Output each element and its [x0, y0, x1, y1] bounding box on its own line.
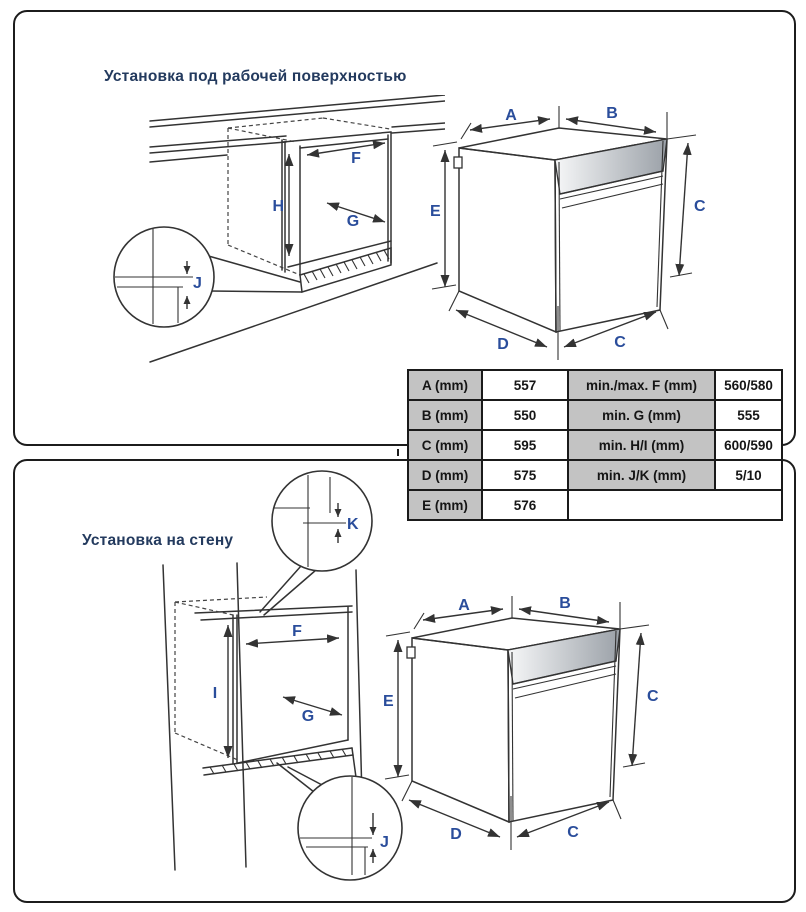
table-row: [408, 430, 782, 460]
dimension-label-c-right: C: [647, 688, 659, 705]
table-row: [408, 490, 782, 520]
dimension-label-h: H: [272, 198, 284, 215]
oven-dimensions-diagram-top: [430, 98, 710, 366]
table-row: [408, 370, 782, 400]
table-cell-label: min. J/K (mm): [568, 460, 715, 490]
detail-circle-j: [114, 227, 302, 327]
table-cell-value: 576: [482, 490, 568, 520]
dimension-label-d: D: [497, 336, 509, 353]
table-cell-label: B (mm): [408, 400, 482, 430]
table-cell-label: D (mm): [408, 460, 482, 490]
table-cell-value: 560/580: [715, 370, 782, 400]
dimensions-table: [407, 369, 783, 521]
table-cell-label: A (mm): [408, 370, 482, 400]
dimension-label-g: G: [346, 213, 360, 230]
table-cell-label: min. G (mm): [568, 400, 715, 430]
dimension-label-e: E: [430, 203, 441, 220]
table-row: [408, 400, 782, 430]
detail-circle-k: [260, 471, 372, 615]
table-cell-label: min./max. F (mm): [568, 370, 715, 400]
plinth-board: [300, 248, 391, 292]
dimension-arrows: [272, 143, 385, 256]
undercounter-cabinet-diagram: [100, 95, 445, 370]
table-cell-value: 595: [482, 430, 568, 460]
dimension-label-a: A: [505, 107, 517, 124]
cabinet-hidden-edges: [175, 597, 267, 760]
dimension-label-d: D: [450, 826, 462, 843]
table-cell-label: E (mm): [408, 490, 482, 520]
dimension-label-k: K: [347, 516, 359, 533]
oven-body: [454, 128, 667, 332]
dimension-label-a: A: [458, 597, 470, 614]
dimension-label-g: G: [301, 708, 315, 725]
table-cell-empty: [568, 490, 782, 520]
niche-frame: [195, 606, 352, 764]
dimension-label-c-right: C: [694, 198, 706, 215]
dimension-arrows: [213, 623, 342, 758]
dimension-label-b: B: [606, 105, 618, 122]
dimension-label-j: J: [380, 834, 389, 851]
dimension-label-j: J: [193, 275, 202, 292]
dimension-label-c-bottom: C: [567, 824, 579, 841]
table-cell-label: min. H/I (mm): [568, 430, 715, 460]
table-cell-value: 555: [715, 400, 782, 430]
oven-dimensions-diagram-bottom: [383, 588, 663, 856]
table-cell-label: C (mm): [408, 430, 482, 460]
dimension-label-f: F: [292, 623, 302, 640]
table-cell-value: 600/590: [715, 430, 782, 460]
dimension-label-f: F: [351, 150, 361, 167]
dimension-label-c-bottom: C: [614, 334, 626, 351]
table-cell-value: 557: [482, 370, 568, 400]
table-row: [408, 460, 782, 490]
oven-body: [407, 618, 620, 822]
section-title-wall: Установка на стену: [82, 532, 234, 549]
worktop-lines: [150, 95, 445, 162]
table-cell-value: 575: [482, 460, 568, 490]
dimension-label-i: I: [212, 685, 218, 702]
dimension-label-b: B: [559, 595, 571, 612]
mounting-notch: [454, 157, 462, 168]
table-cell-value: 5/10: [715, 460, 782, 490]
table-cell-value: 550: [482, 400, 568, 430]
section-title-undercounter: Установка под рабочей поверхностью: [104, 68, 407, 85]
mounting-notch: [407, 647, 415, 658]
dimension-label-e: E: [383, 693, 394, 710]
